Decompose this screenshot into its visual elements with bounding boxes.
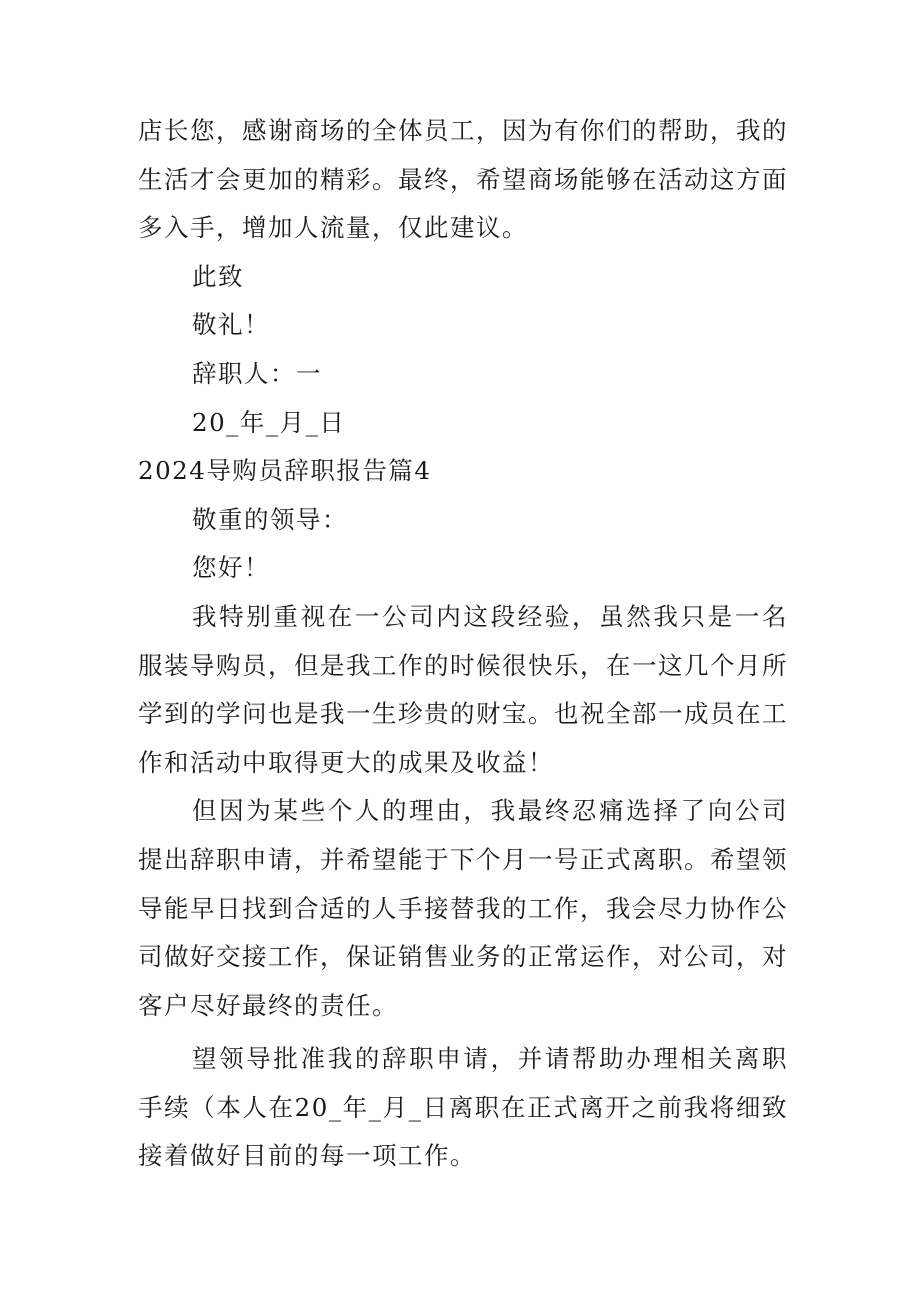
- section-heading: 2024导购员辞职报告篇4: [138, 456, 432, 486]
- date-line: 20_年_月_日: [192, 407, 346, 437]
- signer-line: 辞职人：一: [192, 358, 322, 388]
- greeting: 您好！: [192, 553, 270, 583]
- document-body: [138, 107, 788, 1181]
- paragraph-2: 但因为某些个人的理由，我最终忍痛选择了向公司提出辞职申请，并希望能于下个月一号正式离职。希望领导能早日找到合适的人手接替我的工作，我会尽力协作公司做好交接工作，保证销售业务的正常运作，对公司，对客户尽好最终的责任。: [138, 796, 788, 1020]
- paragraph-1: 我特别重视在一公司内这段经验，虽然我只是一名服装导购员，但是我工作的时候很快乐，在一这几个月所学到的学问也是我一生珍贵的财宝。也祝全部一成员在工作和活动中取得更大的成果及收益！: [138, 601, 788, 777]
- closing-jing-li: 敬礼！: [192, 310, 270, 340]
- paragraph-3: 望领导批准我的辞职申请，并请帮助办理相关离职手续（本人在20_年_月_日离职在正式离开之前我将细致接着做好目前的每一项工作。: [138, 1044, 788, 1171]
- paragraph-continuation: 店长您，感谢商场的全体员工，因为有你们的帮助，我的生活才会更加的精彩。最终，希望商场能够在活动这方面多入手，增加人流量，仅此建议。: [138, 116, 788, 243]
- closing-ci-zhi: 此致: [192, 261, 244, 291]
- salutation: 敬重的领导：: [192, 504, 348, 534]
